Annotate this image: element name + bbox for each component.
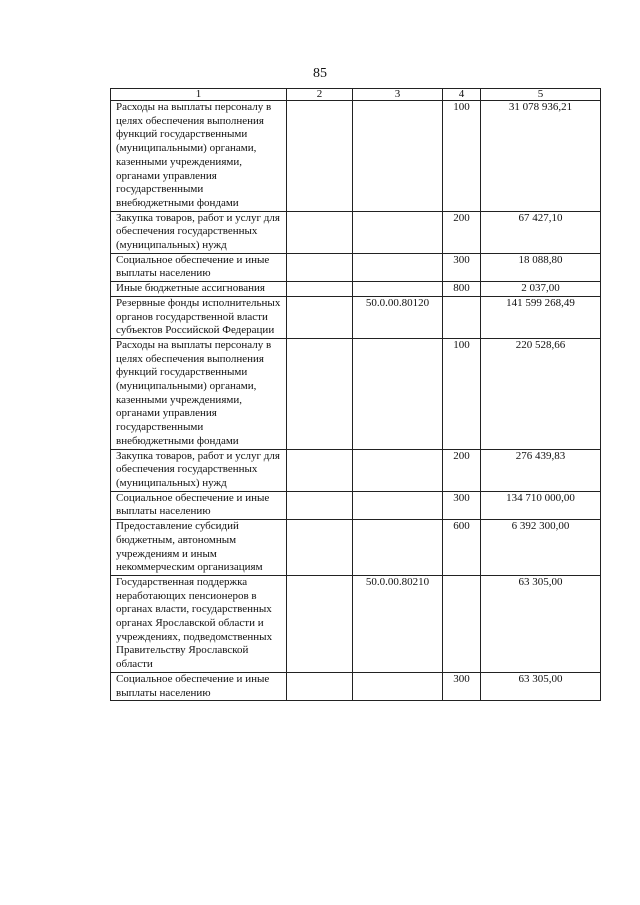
row-section	[287, 101, 353, 212]
table-row	[111, 449, 601, 491]
table-row	[111, 672, 601, 700]
column-header: 3	[353, 89, 443, 101]
row-target-code	[353, 253, 443, 281]
column-header: 5	[481, 89, 601, 101]
row-amount: 220 528,66	[481, 338, 601, 449]
row-target-code	[353, 449, 443, 491]
row-amount: 2 037,00	[481, 282, 601, 297]
row-amount: 31 078 936,21	[481, 101, 601, 212]
row-expense-type: 600	[443, 520, 481, 576]
row-expense-type	[443, 575, 481, 672]
row-section	[287, 296, 353, 338]
row-section	[287, 520, 353, 576]
table-row	[111, 575, 601, 672]
row-section	[287, 672, 353, 700]
row-expense-type	[443, 296, 481, 338]
table-row	[111, 520, 601, 576]
row-amount: 141 599 268,49	[481, 296, 601, 338]
table-row	[111, 101, 601, 212]
row-name: Предоставление субсидий бюджетным, автономным учреждениям и иным некоммерческим организациям	[111, 520, 287, 576]
row-section	[287, 575, 353, 672]
row-name: Резервные фонды исполнительных органов государственной власти субъектов Российской Федерации	[111, 296, 287, 338]
row-name: Иные бюджетные ассигнования	[111, 282, 287, 297]
row-amount: 67 427,10	[481, 211, 601, 253]
row-target-code	[353, 672, 443, 700]
row-expense-type: 100	[443, 338, 481, 449]
row-target-code: 50.0.00.80120	[353, 296, 443, 338]
row-section	[287, 338, 353, 449]
row-expense-type: 100	[443, 101, 481, 212]
row-amount: 6 392 300,00	[481, 520, 601, 576]
row-section	[287, 449, 353, 491]
table-header-row	[111, 89, 601, 101]
row-section	[287, 282, 353, 297]
row-name: Социальное обеспечение и иные выплаты населению	[111, 672, 287, 700]
row-expense-type: 800	[443, 282, 481, 297]
row-target-code: 50.0.00.80210	[353, 575, 443, 672]
row-expense-type: 200	[443, 449, 481, 491]
row-section	[287, 211, 353, 253]
row-target-code	[353, 491, 443, 519]
row-name: Расходы на выплаты персоналу в целях обеспечения выполнения функций государственными (муниципальными) органами, казенными учреждениями, органами управления государственными внебюджетными фондами	[111, 101, 287, 212]
row-target-code	[353, 338, 443, 449]
row-name: Социальное обеспечение и иные выплаты населению	[111, 253, 287, 281]
row-target-code	[353, 282, 443, 297]
row-name: Расходы на выплаты персоналу в целях обеспечения выполнения функций государственными (муниципальными) органами, казенными учреждениями, органами управления государственными внебюджетными фондами	[111, 338, 287, 449]
row-name: Социальное обеспечение и иные выплаты населению	[111, 491, 287, 519]
table-row	[111, 253, 601, 281]
row-target-code	[353, 101, 443, 212]
column-header: 2	[287, 89, 353, 101]
row-section	[287, 491, 353, 519]
table-row	[111, 296, 601, 338]
row-amount: 63 305,00	[481, 575, 601, 672]
row-expense-type: 300	[443, 253, 481, 281]
column-header: 4	[443, 89, 481, 101]
row-name: Закупка товаров, работ и услуг для обеспечения государственных (муниципальных) нужд	[111, 211, 287, 253]
row-amount: 63 305,00	[481, 672, 601, 700]
row-target-code	[353, 520, 443, 576]
row-expense-type: 300	[443, 491, 481, 519]
budget-table	[110, 88, 601, 701]
table-row	[111, 282, 601, 297]
row-target-code	[353, 211, 443, 253]
table-row	[111, 338, 601, 449]
row-name: Государственная поддержка неработающих пенсионеров в органах власти, государственных органах Ярославской области и учреждениях, подведомственных Правительству Ярославской области	[111, 575, 287, 672]
row-amount: 276 439,83	[481, 449, 601, 491]
row-expense-type: 200	[443, 211, 481, 253]
page-number: 85	[313, 66, 327, 81]
row-section	[287, 253, 353, 281]
row-amount: 134 710 000,00	[481, 491, 601, 519]
table-row	[111, 491, 601, 519]
column-header: 1	[111, 89, 287, 101]
row-amount: 18 088,80	[481, 253, 601, 281]
row-name: Закупка товаров, работ и услуг для обеспечения государственных (муниципальных) нужд	[111, 449, 287, 491]
row-expense-type: 300	[443, 672, 481, 700]
table-row	[111, 211, 601, 253]
